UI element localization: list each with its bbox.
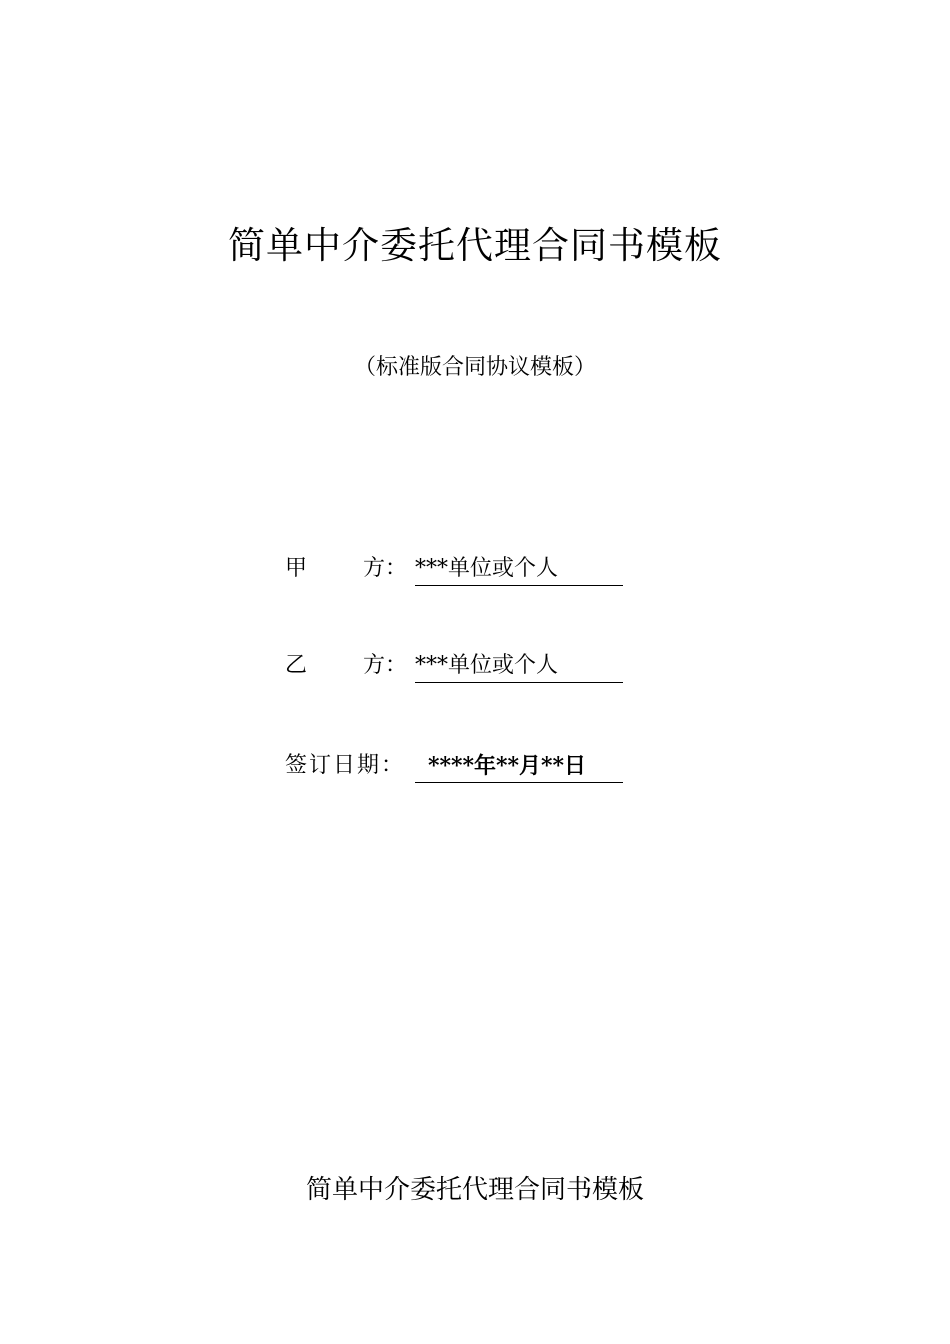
party-a-label-second: 方： [363,556,408,581]
document-subtitle: （标准版合同协议模板） [353,355,596,380]
sign-date-label: 签订日期： [285,753,406,778]
sign-date-field [285,749,587,783]
document-title: 简单中介委托代理合同书模板 [228,224,722,267]
party-a-value: ***单位或个人 [415,552,623,586]
party-a-field [285,552,559,586]
party-b-label-first: 乙 [285,653,308,678]
party-a-label-first: 甲 [285,556,308,581]
footer-title: 简单中介委托代理合同书模板 [305,1175,644,1205]
sign-date-value: ****年**月**日 [415,749,623,783]
party-b-label-second: 方： [363,653,408,678]
party-b-field [285,649,559,683]
party-b-value: ***单位或个人 [415,649,623,683]
